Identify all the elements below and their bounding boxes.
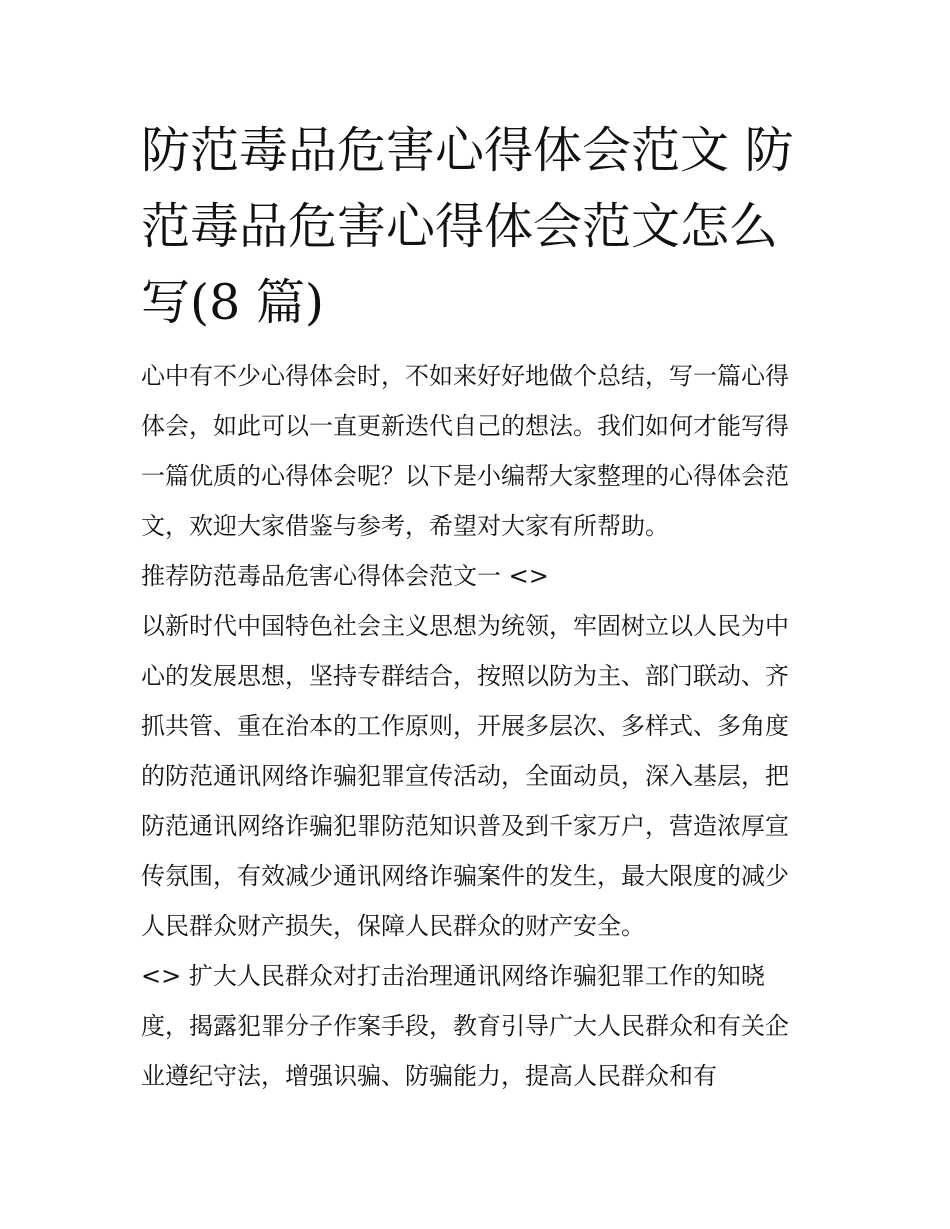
text-line: 抓共管、重在治本的工作原则，开展多层次、多样式、多角度: [141, 712, 789, 740]
text-line: 度，揭露犯罪分子作案手段，教育引导广大人民群众和有关企: [141, 1012, 789, 1040]
title-line: 范毒品危害心得体会范文怎么: [141, 198, 779, 255]
document-content: [141, 113, 811, 1101]
text-line: 文，欢迎大家借鉴与参考，希望对大家有所帮助。: [141, 512, 669, 540]
text-line: 心中有不少心得体会时，不如来好好地做个总结，写一篇心得: [141, 362, 789, 390]
body-paragraph-1: [141, 601, 811, 951]
title-line: 防范毒品危害心得体会范文 防: [141, 122, 794, 179]
text-line: 一篇优质的心得体会呢？以下是小编帮大家整理的心得体会范: [141, 462, 789, 490]
text-line: 体会，如此可以一直更新迭代自己的想法。我们如何才能写得: [141, 412, 789, 440]
body-paragraph-2: [141, 951, 811, 1101]
title-line: 写(8 篇): [141, 274, 324, 331]
text-line: 的防范通讯网络诈骗犯罪宣传活动，全面动员，深入基层，把: [141, 762, 789, 790]
intro-paragraph: [141, 351, 811, 551]
document-body: [141, 351, 811, 1101]
text-line: 心的发展思想，坚持专群结合，按照以防为主、部门联动、齐: [141, 662, 789, 690]
text-line: 防范通讯网络诈骗犯罪防范知识普及到千家万户，营造浓厚宣: [141, 812, 789, 840]
section-heading: [141, 551, 811, 601]
document-title: [141, 113, 811, 341]
text-line: 传氛围，有效减少通讯网络诈骗案件的发生，最大限度的减少: [141, 862, 789, 890]
text-line: 人民群众财产损失，保障人民群众的财产安全。: [141, 912, 645, 940]
text-line: <> 扩大人民群众对打击治理通讯网络诈骗犯罪工作的知晓: [141, 962, 765, 990]
text-line: 业遵纪守法，增强识骗、防骗能力，提高人民群众和有: [141, 1062, 717, 1090]
text-line: 以新时代中国特色社会主义思想为统领，牢固树立以人民为中: [141, 612, 789, 640]
text-line: 推荐防范毒品危害心得体会范文一 <>: [141, 562, 549, 590]
